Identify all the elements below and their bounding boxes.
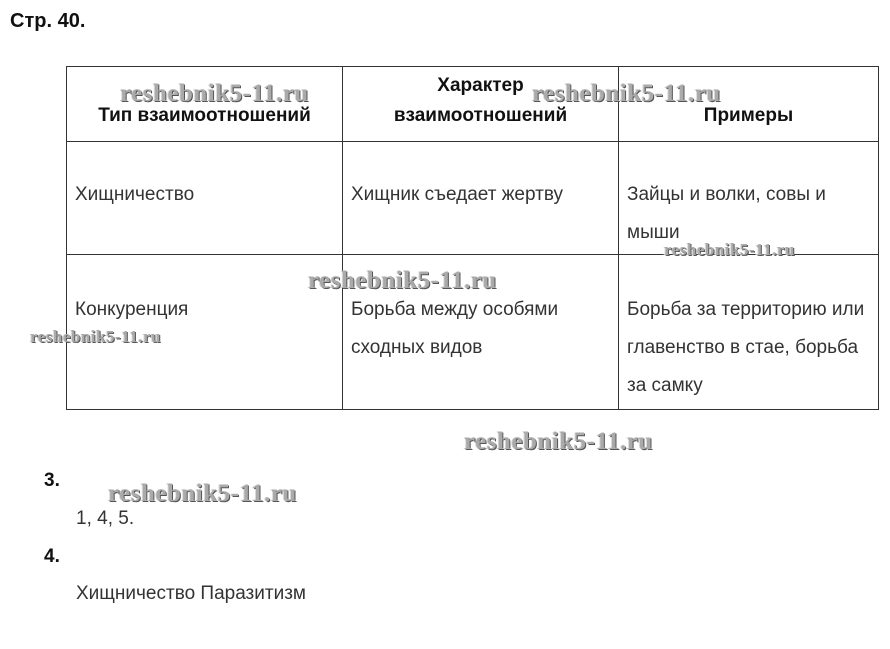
table-cell: Борьба между особями сходных видов [343, 255, 619, 410]
table-cell: Борьба за территорию или главенство в стае, борьба за самку [619, 255, 879, 410]
table-cell: Хищничество [67, 142, 343, 255]
table-cell: Хищник съедает жертву [343, 142, 619, 255]
header-type-label: Тип взаимоотношений [98, 105, 311, 126]
watermark: reshebnik5-11.ru [308, 267, 497, 294]
task4-answer: Хищничество Паразитизм [76, 583, 306, 604]
header-character-line1: Характер [437, 75, 524, 96]
watermark: reshebnik5-11.ru [532, 80, 721, 107]
watermark: reshebnik5-11.ru [664, 240, 795, 259]
watermark: reshebnik5-11.ru [120, 80, 309, 107]
task3-answer: 1, 4, 5. [76, 508, 135, 529]
relationships-table [66, 66, 879, 410]
watermark: reshebnik5-11.ru [108, 480, 297, 507]
task4-number: 4. [44, 546, 60, 567]
table-row [67, 142, 879, 255]
table-cell: Конкуренция [67, 255, 343, 410]
header-examples-label: Примеры [703, 105, 794, 126]
header-character-line2: взаимоотношений [393, 105, 568, 126]
task3-number: 3. [44, 470, 60, 491]
watermark: reshebnik5-11.ru [464, 428, 653, 455]
watermark: reshebnik5-11.ru [30, 327, 161, 346]
page-number-label: Стр. 40. [10, 10, 86, 32]
table-cell: Зайцы и волки, совы и мыши [619, 142, 879, 255]
